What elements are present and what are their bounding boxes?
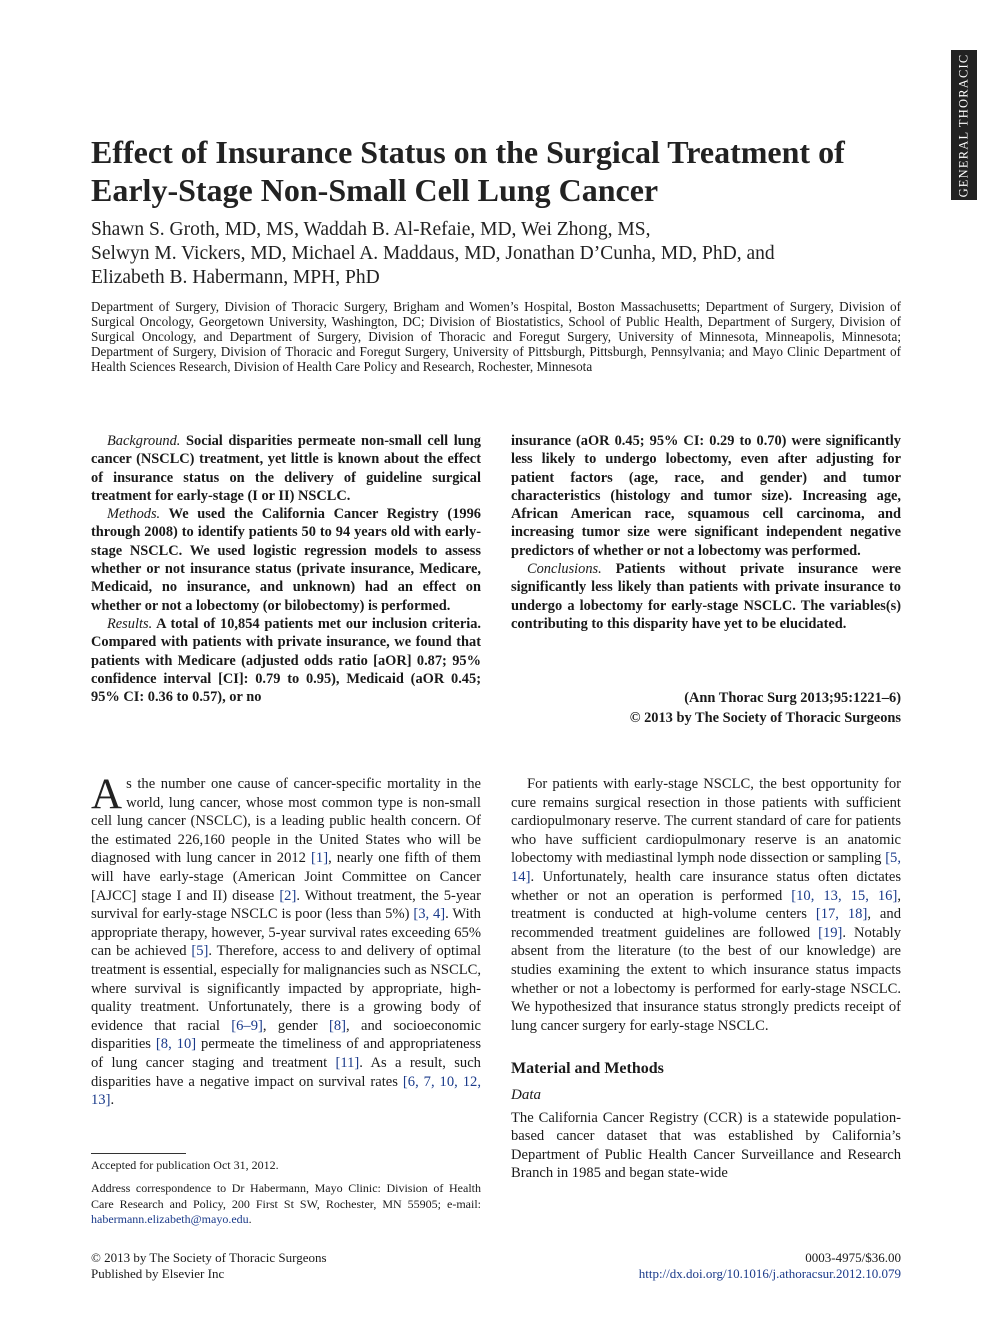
methods-text: We used the California Cancer Registry (1996 through 2008) to identify patients 50 to 94 years old with early-stage NSCLC. We used logistic regression models to assess whether or not insurance status (private insurance, Medicare, Medicaid, no insurance, and unknown) had an effect on whether or not a lobectomy (or bilobectomy) is performed. [91, 506, 481, 614]
intro-text: . Without treatment, the 5-year survival for early-stage NSCLC is poor (less than 5%) [91, 887, 481, 923]
reference-link[interactable]: [6, 7, 10, 12, 13] [91, 1073, 481, 1109]
intro-text: , treatment is conducted at high-volume centers [511, 887, 901, 923]
footer-right [639, 1250, 901, 1282]
article-title: Effect of Insurance Status on the Surgical Treatment of Early-Stage Non-Small Cell Lung Cancer [91, 134, 845, 208]
intro-paragraph-2 [511, 775, 901, 1035]
background-label: Background. [107, 433, 181, 449]
intro-text: permeate the timeliness of and appropriateness of lung cancer staging and treatment [91, 1036, 481, 1071]
abstract-results [91, 615, 481, 706]
reference-link[interactable]: [19] [818, 924, 843, 941]
footer-publisher: Published by Elsevier Inc [91, 1266, 225, 1281]
conclusions-label: Conclusions. [527, 561, 602, 578]
intro-text: . As a result, such disparities have a negative impact on survival rates [91, 1054, 481, 1090]
footer-left [91, 1250, 327, 1282]
abstract-right-column [511, 432, 901, 633]
author-line: Selwyn M. Vickers, MD, Michael A. Maddaus, MD, Jonathan D’Cunha, MD, PhD, and [91, 243, 775, 264]
footnote-address [91, 1181, 481, 1228]
footer-issn: 0003-4975/$36.00 [805, 1250, 901, 1265]
intro-text: , and socioeconomic disparities [91, 1017, 481, 1053]
journal-citation [630, 688, 901, 728]
methods-label: Methods. [107, 506, 161, 523]
subsection-heading: Data [511, 1086, 541, 1103]
intro-text: , nearly one fifth of them will have early-stage (American Joint Committee on Cancer [AJCC] stage I and II) disease [91, 850, 482, 904]
section-tab [951, 50, 977, 200]
abstract-methods [91, 505, 481, 615]
intro-column-left [91, 771, 482, 1110]
abstract-conclusions [511, 560, 901, 633]
doi-link[interactable]: http://dx.doi.org/10.1016/j.athoracsur.2012.10.079 [638, 1266, 901, 1281]
intro-text: , gender [262, 1017, 329, 1034]
citation-line: (Ann Thorac Surg 2013;95:1221–6) [684, 690, 901, 706]
intro-text: For patients with early-stage NSCLC, the best opportunity for cure remains surgical resection in those patients with sufficient cardiopulmonary reserve. The current standard of care for patients who have sufficient cardiopulmonary reserve is an anatomic lobectomy with mediastinal lymph node dissection or sampling [511, 776, 901, 867]
address-text: Address correspondence to Dr Habermann, Mayo Clinic: Division of Health Care Research and Policy, 200 First St SW, Rochester, MN 55905; e-mail: [91, 1181, 481, 1211]
abstract-left-column [91, 432, 481, 706]
intro-text: . Notably absent from the literature (to the best of our knowledge) are studies examining the extent to which insurance status impacts whether or not a lobectomy is performed for early-stage NSCLC. We hypothesized that insurance status strongly predicts receipt of lung cancer surgery for early-stage NSCLC. [511, 924, 901, 1034]
reference-link[interactable]: [5, 14] [511, 850, 901, 885]
intro-text: . Unfortunately, health care insurance status often dictates whether or not an operation is performed [511, 868, 901, 904]
footnote-divider [91, 1153, 186, 1154]
reference-link[interactable]: [8] [328, 1017, 346, 1034]
intro-text: , and recommended treatment guidelines are followed [511, 906, 901, 941]
reference-link[interactable]: [17, 18] [815, 906, 868, 923]
intro-paragraph [91, 771, 482, 1110]
results-text: A total of 10,854 patients met our inclusion criteria. Compared with patients with private insurance, we found that patients with Medicare (adjusted odds ratio [aOR] 0.87; 95% confidence interval [CI]: 0.79 to 0.95), Medicaid (aOR 0.45; 95% CI: 0.36 to 0.57), or no [91, 615, 482, 706]
copyright-line: © 2013 by The Society of Thoracic Surgeons [629, 710, 901, 726]
affiliations: Department of Surgery, Division of Thoracic Surgery, Brigham and Women’s Hospital, Boston Massachusetts; Department of Surgery, Division of Surgical Oncology, Georgetown University, Washington, DC; Division of Biostatistics, School of Public Health, Department of Surgery, Division of Surgical Oncology, and Department of Surgery, Division of Thoracic and Foregut Surgery, University of Minnesota, Minneapolis, Minnesota; Department of Surgery, Division of Thoracic and Foregut Surgery, University of Pittsburgh, Pittsburgh, Pennsylvania; and Mayo Clinic Department of Health Sciences Research, Division of Health Care Policy and Research, Rochester, Minnesota [91, 299, 901, 374]
author-line: Shawn S. Groth, MD, MS, Waddah B. Al-Refaie, MD, Wei Zhong, MS, [91, 219, 651, 240]
intro-text: . With appropriate therapy, however, 5-year survival rates exceeding 65% can be achieved [91, 906, 481, 960]
intro-text: . [110, 1092, 115, 1109]
author-line: Elizabeth B. Habermann, MPH, PhD [91, 267, 380, 288]
reference-link[interactable]: [8, 10] [155, 1036, 197, 1053]
reference-link[interactable]: [2] [279, 887, 297, 904]
section-tab-label: GENERAL THORACIC [956, 53, 971, 197]
section-heading: Material and Methods [511, 1060, 664, 1078]
reference-link[interactable]: [6–9] [231, 1017, 263, 1034]
abstract-background [91, 432, 481, 505]
intro-text: s the number one cause of cancer-specific mortality in the world, lung cancer, whose most common type is non-small cell lung cancer (NSCLC), is a leading public health concern. Of the estimated 226,160 people in the United States who will be diagnosed with lung cancer in 2012 [91, 776, 481, 867]
reference-link[interactable]: [10, 13, 15, 16] [791, 887, 898, 904]
data-paragraph: The California Cancer Registry (CCR) is a statewide population-based cancer dataset that was established by California’s Department of Public Health Cancer Surveillance and Research Branch in 1985 and began state-wide [511, 1109, 901, 1182]
footnote-accepted: Accepted for publication Oct 31, 2012. [91, 1158, 279, 1172]
background-text: Social disparities permeate non-small cell lung cancer (NSCLC) treatment, yet little is known about the effect of insurance status on the delivery of guideline surgical treatment for early-stage (I or II) NSCLC. [91, 433, 481, 504]
author-list [91, 218, 921, 290]
address-end: . [248, 1212, 252, 1226]
reference-link[interactable]: [1] [311, 850, 329, 867]
conclusions-text: Patients without private insurance were significantly less likely than patients with private insurance to undergo a lobectomy for early-stage NSCLC. The variables(s) contributing to this disparity have yet to be elucidated. [511, 561, 901, 632]
reference-link[interactable]: [3, 4] [413, 906, 446, 923]
footer-copyright: © 2013 by The Society of Thoracic Surgeons [91, 1250, 327, 1265]
drop-cap: A [91, 771, 123, 818]
reference-link[interactable]: [11] [335, 1054, 360, 1071]
email-link[interactable]: habermann.elizabeth@mayo.edu [91, 1212, 249, 1226]
reference-link[interactable]: [5] [191, 943, 209, 960]
abstract-results-continued: insurance (aOR 0.45; 95% CI: 0.29 to 0.70) were significantly less likely to undergo lobectomy, even after adjusting for patient factors (age, race, and gender) and tumor characteristics (histology and tumor size). Increasing age, African American race, squamous cell carcinoma, and increasing tumor size were significant independent negative predictors of whether or not a lobectomy was performed. [511, 433, 901, 559]
intro-text: . Therefore, access to and delivery of optimal treatment is essential, especially for malignancies such as NSCLC, where survival is significantly impacted by appropriate, high-quality treatment. Unfortunately, there is a growing body of evidence that racial [91, 943, 482, 1034]
intro-column-right [511, 775, 901, 1183]
results-label: Results. [107, 615, 153, 632]
